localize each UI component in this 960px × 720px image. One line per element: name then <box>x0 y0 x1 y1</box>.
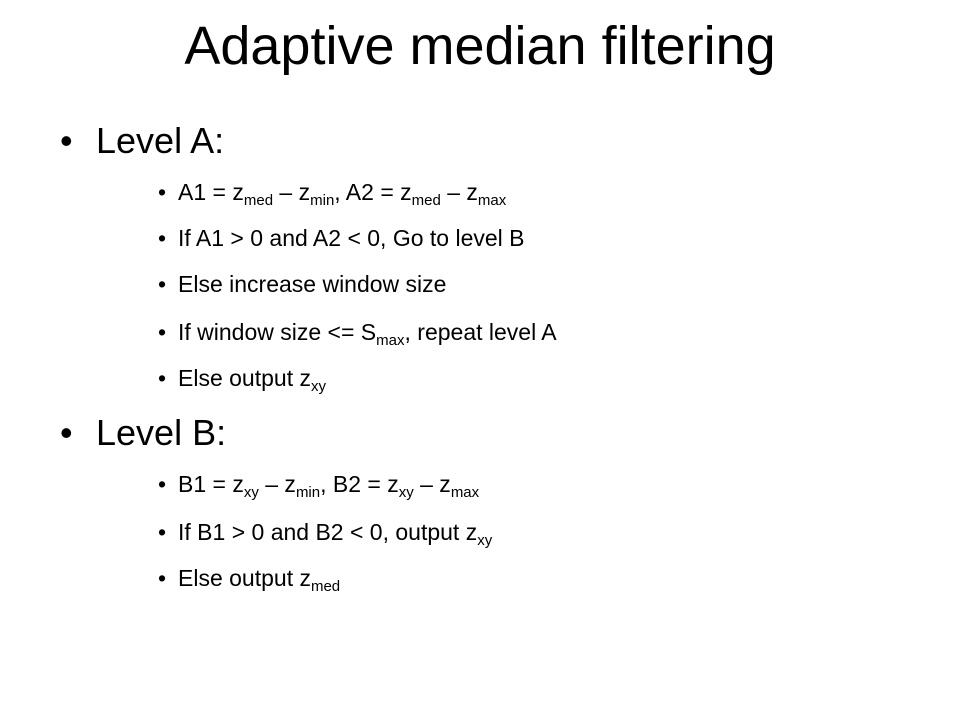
level-b-heading-text: Level B: <box>96 412 227 453</box>
bullet-icon: • <box>158 565 167 591</box>
text: – z <box>258 471 296 497</box>
bullet-icon: • <box>158 519 167 545</box>
text: , repeat level A <box>404 319 557 345</box>
subscript: min <box>310 192 335 209</box>
subscript: xy <box>398 484 414 501</box>
subscript: med <box>310 578 341 595</box>
text: If B1 > 0 and B2 < 0, output z <box>178 519 478 545</box>
bullet-icon: • <box>158 225 167 251</box>
level-a-heading <box>60 120 224 162</box>
text: If window size <= S <box>178 319 377 345</box>
text: Else output z <box>178 565 311 591</box>
bullet-icon: • <box>158 319 167 345</box>
subscript: med <box>411 192 441 209</box>
slide-title: Adaptive median filtering <box>184 16 776 76</box>
text: Else increase window size <box>178 271 447 297</box>
text: , A2 = z <box>334 179 412 205</box>
level-a-item-2 <box>158 224 525 252</box>
subscript: max <box>376 332 405 349</box>
level-a-heading-text: Level A: <box>96 120 225 161</box>
bullet-icon: • <box>60 120 73 161</box>
bullet-icon: • <box>158 271 167 297</box>
subscript: xy <box>243 484 259 501</box>
bullet-icon: • <box>60 412 73 453</box>
text: – z <box>273 179 311 205</box>
subscript: med <box>243 192 274 209</box>
level-b-item-2 <box>158 518 493 549</box>
text: If A1 > 0 and A2 < 0, Go to level B <box>178 225 525 251</box>
level-b-item-3 <box>158 564 341 595</box>
level-a-item-5 <box>158 364 326 395</box>
subscript: max <box>477 192 507 209</box>
level-a-item-1 <box>158 178 507 209</box>
level-b-heading <box>60 412 226 454</box>
text: – z <box>413 471 451 497</box>
bullet-icon: • <box>158 365 167 391</box>
bullet-icon: • <box>158 471 167 497</box>
text: A1 = z <box>178 179 244 205</box>
text: , B2 = z <box>320 471 399 497</box>
level-b-item-1 <box>158 470 480 501</box>
level-a-item-4 <box>158 318 557 349</box>
text: – z <box>440 179 478 205</box>
bullet-icon: • <box>158 179 167 205</box>
subscript: xy <box>477 532 493 549</box>
subscript: min <box>295 484 321 501</box>
text: B1 = z <box>178 471 244 497</box>
level-a-item-3 <box>158 270 446 298</box>
text: Else output z <box>178 365 311 391</box>
subscript: xy <box>310 378 326 395</box>
subscript: max <box>450 484 480 501</box>
